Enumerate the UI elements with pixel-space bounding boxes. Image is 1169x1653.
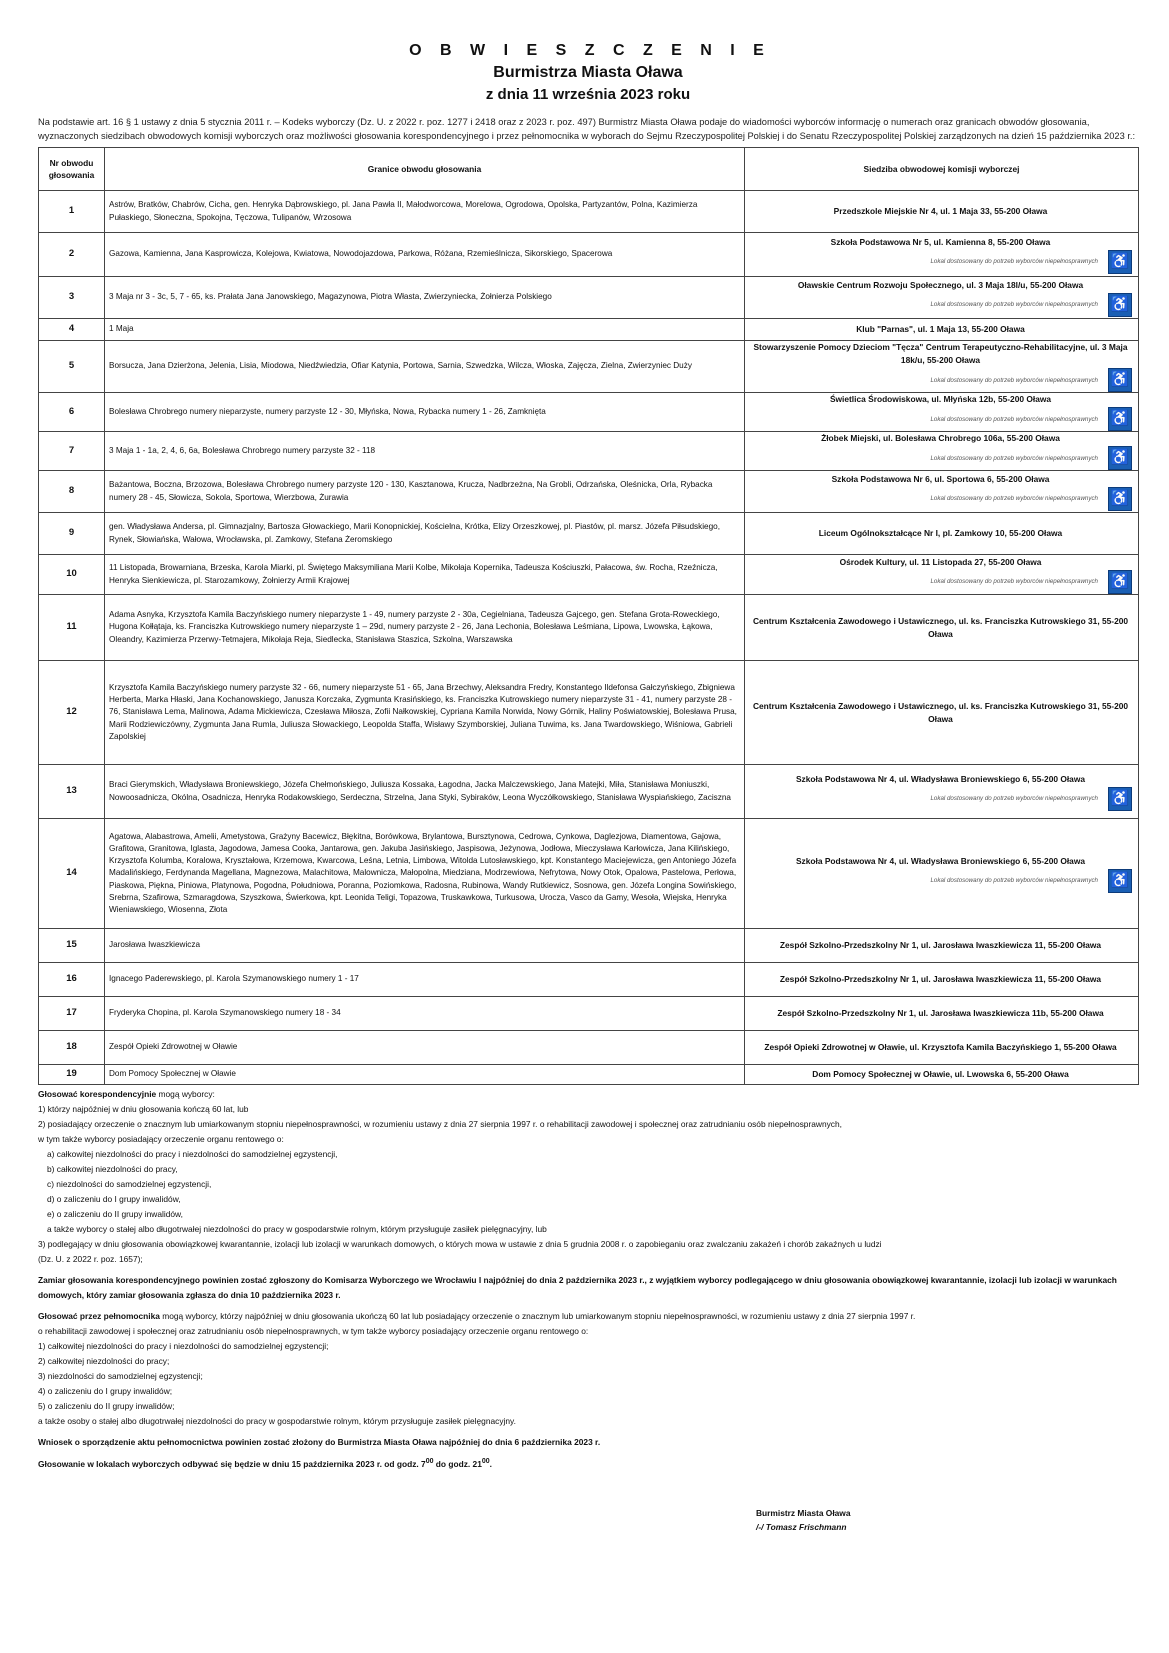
wheelchair-icon: ♿ [1108, 293, 1132, 317]
district-number: 2 [39, 233, 105, 277]
seat-name: Zespół Szkolno-Przedszkolny Nr 1, ul. Jarosława Iwaszkiewicza 11b, 55-200 Oława [777, 1008, 1104, 1018]
table-row [39, 1031, 1139, 1065]
signature [756, 1506, 850, 1534]
commission-seat [745, 393, 1139, 432]
seat-name: Żłobek Miejski, ul. Bolesława Chrobrego 106a, 55-200 Oława [821, 433, 1060, 443]
commission-seat [745, 963, 1139, 997]
district-number: 7 [39, 432, 105, 471]
accessibility-info [749, 869, 1132, 893]
commission-seat [745, 819, 1139, 929]
district-bounds: 11 Listopada, Browarniana, Brzeska, Karola Miarki, pl. Świętego Maksymiliana Marii Kolbe, Mikołaja Kopernika, Tadeusza Kościuszki, Pałacowa, św. Rocha, Rzeźnicza, Henryka Sienkiewicza, pl. Starozamkowy, Żołnierzy Armii Krajowej [105, 555, 745, 595]
footer-line: o rehabilitacji zawodowej i społecznej oraz zatrudnianiu osób niepełnosprawnych, w tym także wyborcy posiadający orzeczenie organu rentowego o: [38, 1326, 589, 1336]
seat-name: Szkoła Podstawowa Nr 6, ul. Sportowa 6, 55-200 Oława [831, 473, 1050, 484]
accessible-note: Lokal dostosowany do potrzeb wyborców niepełnosprawnych [930, 415, 1098, 423]
seat-name: Zespół Szkolno-Przedszkolny Nr 1, ul. Jarosława Iwaszkiewicza 11, 55-200 Oława [779, 940, 1102, 950]
accessibility-info [749, 787, 1132, 811]
district-number: 12 [39, 661, 105, 765]
district-bounds: Bolesława Chrobrego numery nieparzyste, numery parzyste 12 - 30, Młyńska, Nowa, Rybacka numery 1 - 26, Zamknięta [105, 393, 745, 432]
district-bounds: 1 Maja [105, 319, 745, 341]
seat-name: Szkoła Podstawowa Nr 4, ul. Władysława Broniewskiego 6, 55-200 Oława [795, 855, 1086, 866]
footer-line: a także wyborcy o stałej albo długotrwałej niezdolności do pracy w gospodarstwie rolnym, którym przysługuje zasiłek pielęgnacyjny, lub [47, 1224, 547, 1234]
table-row [39, 471, 1139, 513]
district-bounds: Zespół Opieki Zdrowotnej w Oławie [105, 1031, 745, 1065]
footer-line: 3) niezdolności do samodzielnej egzystencji; [38, 1371, 203, 1381]
accessibility-info [749, 570, 1132, 594]
commission-seat [745, 432, 1139, 471]
footer-line: 5) o zaliczeniu do II grupy inwalidów; [38, 1401, 175, 1411]
table-row [39, 555, 1139, 595]
accessible-note: Lokal dostosowany do potrzeb wyborców niepełnosprawnych [930, 578, 1098, 585]
seat-name: Zespół Opieki Zdrowotnej w Oławie, ul. Krzysztofa Kamila Baczyńskiego 1, 55-200 Oława [764, 1042, 1117, 1052]
footer-text [38, 1087, 1138, 1472]
accessible-note: Lokal dostosowany do potrzeb wyborców niepełnosprawnych [930, 258, 1098, 265]
table-row [39, 765, 1139, 819]
district-number: 15 [39, 929, 105, 963]
district-number: 16 [39, 963, 105, 997]
commission-seat [745, 191, 1139, 233]
district-bounds: Bażantowa, Boczna, Brzozowa, Bolesława Chrobrego numery parzyste 120 - 130, Kasztanowa, Krucza, Nadbrzeżna, Na Grobli, Odrzańska, Oleśnicka, Orla, Rybacka numery 28 - 45, Słowicza, Sokola, Sportowa, Wierzbowa, Żurawia [105, 471, 745, 513]
seat-name: Centrum Kształcenia Zawodowego i Ustawicznego, ul. ks. Franciszka Kutrowskiego 31, 55-200 Oława [752, 700, 1129, 724]
seat-name: Przedszkole Miejskie Nr 4, ul. 1 Maja 33, 55-200 Oława [833, 206, 1048, 216]
district-bounds: Dom Pomocy Społecznej w Oławie [105, 1065, 745, 1085]
header-nr: Nr obwodu głosowania [39, 148, 105, 191]
commission-seat [745, 319, 1139, 341]
table-row [39, 997, 1139, 1031]
table-header-row [39, 148, 1139, 191]
accessibility-info [749, 368, 1132, 392]
district-bounds: gen. Władysława Andersa, pl. Gimnazjalny, Bartosza Głowackiego, Marii Konopnickiej, Kościelna, Krótka, Elizy Orzeszkowej, pl. Piastów, pl. marsz. Józefa Piłsudskiego, Rynek, Słowiańska, Wałowa, Wrocławska, pl. Zamkowy, Stefana Żeromskiego [105, 513, 745, 555]
district-bounds: Braci Gierymskich, Władysława Broniewskiego, Józefa Chełmońskiego, Juliusza Kossaka, Łagodna, Jacka Malczewskiego, Jana Matejki, Miła, Stanisława Moniuszki, Nowoosadnicza, Okólna, Osadnicza, Henryka Rodakowskiego, Serdeczna, Strzelna, Jana Styki, Sybiraków, Leona Wyczółkowskiego, Stanisława Wyspiańskiego, Zaciszna [105, 765, 745, 819]
accessible-note: Lokal dostosowany do potrzeb wyborców niepełnosprawnych [930, 495, 1098, 502]
accessibility-info [749, 407, 1132, 431]
header-granice: Granice obwodu głosowania [105, 148, 745, 191]
accessible-note: Lokal dostosowany do potrzeb wyborców niepełnosprawnych [930, 795, 1098, 802]
district-number: 11 [39, 595, 105, 661]
commission-seat [745, 765, 1139, 819]
seat-name: Oławskie Centrum Rozwoju Społecznego, ul. 3 Maja 18l/u, 55-200 Oława [797, 279, 1084, 290]
district-bounds: Borsucza, Jana Dzierżona, Jelenia, Lisia, Miodowa, Niedźwiedzia, Ofiar Katynia, Portowa, Sarnia, Szwedzka, Wilcza, Włoska, Zajęcza, Zielna, Zwierzyniec Duży [105, 341, 745, 393]
district-number: 1 [39, 191, 105, 233]
districts-table [38, 147, 1139, 1085]
kor-heading: Głosować korespondencyjnie mogą wyborcy: [38, 1089, 215, 1099]
table-row [39, 819, 1139, 929]
kor-list [38, 1102, 1138, 1147]
commission-seat [745, 277, 1139, 319]
district-bounds: 3 Maja nr 3 - 3c, 5, 7 - 65, ks. Prałata Jana Janowskiego, Magazynowa, Piotra Własta, Zwierzyniecka, Żołnierza Polskiego [105, 277, 745, 319]
district-number: 6 [39, 393, 105, 432]
wheelchair-icon: ♿ [1108, 446, 1132, 470]
document-subtitle: Burmistrza Miasta Oława [493, 64, 683, 81]
commission-seat [745, 555, 1139, 595]
district-number: 5 [39, 341, 105, 393]
district-bounds: Jarosława Iwaszkiewicza [105, 929, 745, 963]
footer-line: 4) o zaliczeniu do I grupy inwalidów; [38, 1386, 173, 1396]
district-bounds: Adama Asnyka, Krzysztofa Kamila Baczyńskiego numery nieparzyste 1 - 49, numery parzyste 2 - 30a, Cegielniana, Tadeusza Gajcego, gen. Stefana Grota-Roweckiego, Hugona Kołłątaja, ks. Franciszka Kutrowskiego numery nieparzyste 1 – 29d, numery parzyste 2 - 26, Jana Lechonia, Bolesława Leśmiana, Lipowa, Lwowska, Łąkowa, Oleandry, Kazimierza Przerwy-Tetmajera, Mikołaja Reja, Siedlecka, Stanisława Staszica, Szkolna, Warszawska [105, 595, 745, 661]
zamiar-note: Zamiar głosowania korespondencyjnego powinien zostać zgłoszony do Komisarza Wyborczego we Wrocławiu I najpóźniej do dnia 2 października 2023 r., z wyjątkiem wyborcy podlegającego w dniu głosowania obowiązkowej kwarantannie, izolacji lub izolacji w warunkach domowych, który zamiar głosowania zgłasza do dnia 10 października 2023 r. [38, 1275, 1117, 1300]
wheelchair-icon: ♿ [1108, 787, 1132, 811]
footer-line: 1) całkowitej niezdolności do pracy i niezdolności do samodzielnej egzystencji; [38, 1341, 329, 1351]
commission-seat [745, 513, 1139, 555]
wheelchair-icon: ♿ [1108, 368, 1132, 392]
accessible-note: Lokal dostosowany do potrzeb wyborców niepełnosprawnych [930, 376, 1098, 384]
kor-list-2 [38, 1237, 1138, 1267]
commission-seat [745, 341, 1139, 393]
wheelchair-icon: ♿ [1108, 250, 1132, 274]
footer-line: e) o zaliczeniu do II grupy inwalidów, [47, 1209, 183, 1219]
accessible-note: Lokal dostosowany do potrzeb wyborców niepełnosprawnych [930, 301, 1098, 308]
table-row [39, 341, 1139, 393]
kor-sublist [38, 1147, 1138, 1237]
seat-name: Dom Pomocy Społecznej w Oławie, ul. Lwowska 6, 55-200 Oława [812, 1069, 1069, 1079]
accessibility-info [749, 487, 1132, 511]
district-bounds: Fryderyka Chopina, pl. Karola Szymanowskiego numery 18 - 34 [105, 997, 745, 1031]
commission-seat [745, 997, 1139, 1031]
signature-name: /-/ Tomasz Frischmann [756, 1522, 847, 1532]
district-number: 3 [39, 277, 105, 319]
table-row [39, 432, 1139, 471]
district-bounds: 3 Maja 1 - 1a, 2, 4, 6, 6a, Bolesława Chrobrego numery parzyste 32 - 118 [105, 432, 745, 471]
table-row [39, 191, 1139, 233]
district-bounds: Gazowa, Kamienna, Jana Kasprowicza, Kolejowa, Kwiatowa, Nowodojazdowa, Parkowa, Różana, Rzemieślnicza, Sikorskiego, Spacerowa [105, 233, 745, 277]
footer-line: (Dz. U. z 2022 r. poz. 1657); [38, 1254, 143, 1264]
seat-name: Klub "Parnas", ul. 1 Maja 13, 55-200 Oława [856, 324, 1025, 334]
footer-line: b) całkowitej niezdolności do pracy, [47, 1164, 178, 1174]
table-row [39, 233, 1139, 277]
footer-line: a także osoby o stałej albo długotrwałej niezdolności do pracy w gospodarstwie rolnym, którym przysługuje zasiłek pielęgnacyjny. [38, 1416, 516, 1426]
seat-name: Stowarzyszenie Pomocy Dzieciom "Tęcza" Centrum Terapeutyczno-Rehabilitacyjne, ul. 3 Maja 18k/u, 55-200 Oława [753, 342, 1128, 365]
footer-line: a) całkowitej niezdolności do pracy i niezdolności do samodzielnej egzystencji, [47, 1149, 338, 1159]
table-row [39, 929, 1139, 963]
district-bounds: Astrów, Bratków, Chabrów, Cicha, gen. Henryka Dąbrowskiego, pl. Jana Pawła II, Małodworcowa, Morelowa, Ogrodowa, Opolska, Partyzantów, Polna, Kazimierza Pułaskiego, Słoneczna, Spokojna, Tęczowa, Tulipanów, Wrzosowa [105, 191, 745, 233]
signature-role: Burmistrz Miasta Oława [756, 1508, 851, 1518]
district-number: 8 [39, 471, 105, 513]
accessibility-info [749, 293, 1132, 317]
document-title: O B W I E S Z C Z E N I E [409, 42, 771, 59]
table-row [39, 963, 1139, 997]
glosowanie-note: Głosowanie w lokalach wyborczych odbywać się będzie w dniu 15 października 2023 r. od godz. $7^{00}$ do godz. $21^{00}$. [38, 1458, 492, 1469]
document-date: z dnia 11 września 2023 roku [485, 86, 691, 103]
accessible-note: Lokal dostosowany do potrzeb wyborców niepełnosprawnych [930, 877, 1098, 884]
wheelchair-icon: ♿ [1108, 407, 1132, 431]
table-row [39, 513, 1139, 555]
table-row [39, 595, 1139, 661]
pel-list [38, 1324, 1138, 1429]
commission-seat [745, 661, 1139, 765]
district-number: 4 [39, 319, 105, 341]
footer-line: c) niezdolności do samodzielnej egzystencji, [47, 1179, 212, 1189]
seat-name: Szkoła Podstawowa Nr 4, ul. Władysława Broniewskiego 6, 55-200 Oława [795, 773, 1086, 784]
commission-seat [745, 1065, 1139, 1085]
footer-line: 2) całkowitej niezdolności do pracy; [38, 1356, 170, 1366]
district-number: 9 [39, 513, 105, 555]
accessibility-info [749, 446, 1132, 470]
accessible-note: Lokal dostosowany do potrzeb wyborców niepełnosprawnych [930, 454, 1098, 462]
district-bounds: Krzysztofa Kamila Baczyńskiego numery parzyste 32 - 66, numery nieparzyste 51 - 65, Jana Brzechwy, Aleksandra Fredry, Konstantego Ildefonsa Gałczyńskiego, Zbigniewa Herberta, Marka Hłaski, Jana Kochanowskiego, Janusza Korczaka, Zygmunta Krasińskiego, ks. Franciszka Kutrowskiego numery nieparzyste 31 - 41, numery parzyste 28 - 76, Stanisława Lema, Malinowa, Adama Mickiewicza, Czesława Miłosza, Zofii Nałkowskiej, Cypriana Kamila Norwida, Nowy Górnik, Haliny Poświatowskiej, Bolesława Prusa, Marii Rodziewiczówny, Zygmunta Jana Rumla, Juliusza Słowackiego, Leopolda Staffa, Wisławy Szymborskiej, Juliana Tuwima, ks. Jana Twardowskiego, Wiśniowa, Gabrieli Zapolskiej [105, 661, 745, 765]
footer-line: d) o zaliczeniu do I grupy inwalidów, [47, 1194, 181, 1204]
district-bounds: Ignacego Paderewskiego, pl. Karola Szymanowskiego numery 1 - 17 [105, 963, 745, 997]
district-number: 18 [39, 1031, 105, 1065]
table-row [39, 393, 1139, 432]
intro-paragraph: Na podstawie art. 16 § 1 ustawy z dnia 5 stycznia 2011 r. – Kodeks wyborczy (Dz. U. z 2022 r. poz. 1277 i 2418 oraz z 2023 r. poz. 497) Burmistrz Miasta Oława podaje do wiadomości wyborców informację o numerach oraz granicach obwodów głosowania, wyznaczonych siedzibach obwodowych komisji wyborczych oraz możliwości głosowania korespondencyjnego i przez pełnomocnika w wyborach do Sejmu Rzeczypospolitej Polskiej i do Senatu Rzeczypospolitej Polskiej zarządzonych na dzień 15 października 2023 r.: [38, 117, 1136, 141]
district-number: 19 [39, 1065, 105, 1085]
document [38, 42, 1138, 1472]
footer-line: 1) którzy najpóźniej w dniu głosowania kończą 60 lat, lub [38, 1104, 249, 1114]
table-row [39, 319, 1139, 341]
wheelchair-icon: ♿ [1108, 570, 1132, 594]
district-number: 13 [39, 765, 105, 819]
header-siedziba: Siedziba obwodowej komisji wyborczej [745, 148, 1139, 191]
wniosek-note: Wniosek o sporządzenie aktu pełnomocnictwa powinien zostać złożony do Burmistrza Miasta Oława najpóźniej do dnia 6 października 2023 r. [38, 1437, 601, 1447]
wheelchair-icon: ♿ [1108, 869, 1132, 893]
wheelchair-icon: ♿ [1108, 487, 1132, 511]
seat-name: Liceum Ogólnokształcące Nr I, pl. Zamkowy 10, 55-200 Oława [818, 528, 1063, 538]
table-row [39, 277, 1139, 319]
seat-name: Świetlica Środowiskowa, ul. Młyńska 12b, 55-200 Oława [829, 394, 1052, 404]
accessibility-info [749, 250, 1132, 274]
district-number: 14 [39, 819, 105, 929]
footer-line: w tym także wyborcy posiadający orzeczenie organu rentowego o: [38, 1134, 284, 1144]
commission-seat [745, 233, 1139, 277]
commission-seat [745, 1031, 1139, 1065]
seat-name: Centrum Kształcenia Zawodowego i Ustawicznego, ul. ks. Franciszka Kutrowskiego 31, 55-200 Oława [752, 615, 1129, 639]
footer-line: 3) podlegający w dniu głosowania obowiązkowej kwarantannie, izolacji lub izolacji w warunkach domowych, o których mowa w ustawie z dnia 5 grudnia 2008 r. o zapobieganiu oraz zwalczaniu zakażeń i chorób zakaźnych u ludzi [38, 1239, 882, 1249]
district-number: 10 [39, 555, 105, 595]
district-number: 17 [39, 997, 105, 1031]
seat-name: Zespół Szkolno-Przedszkolny Nr 1, ul. Jarosława Iwaszkiewicza 11, 55-200 Oława [779, 974, 1102, 984]
district-bounds: Agatowa, Alabastrowa, Amelii, Ametystowa, Grażyny Bacewicz, Błękitna, Borówkowa, Brylantowa, Bursztynowa, Cedrowa, Cynkowa, Daglezjowa, Diamentowa, Gajowa, Grafitowa, Granitowa, Iglasta, Jagodowa, Jamesa Cooka, Jantarowa, gen. Jakuba Jasińskiego, Jaspisowa, Jeżynowa, Jodłowa, Mieczysława Karłowicza, Jana Kilińskiego, Krzysztofa Kolumba, Koralowa, Kryształowa, Krzemowa, Kwarcowa, Leśna, Letnia, Limbowa, Witolda Lutosławskiego, kpt. Konstantego Maciejewicza, gen Antoniego Józefa Madalińskiego, Ferdynanda Magellana, Magnezowa, Malachitowa, Malownicza, Małopolna, Miedziana, Modrzewiowa, Nefrytowa, Nowy Otok, Opalowa, Pastelowa, Perłowa, Piaskowa, Piękna, Piniowa, Platynowa, Pogodna, Południowa, Poranna, Poziomkowa, Radosna, Rubinowa, Wandy Rutkiewicz, Sosnowa, gen. Józefa Longina Sowińskiego, Srebrna, Szafirowa, Szmaragdowa, Szyszkowa, Świerkowa, kpt. Leonida Teligi, Topazowa, Truskawkowa, Turkusowa, Urocza, Vasco da Gamy, Wesoła, Wiejska, Henryka Wieniawskiego, Wiosenna, Złota [105, 819, 745, 929]
seat-name: Szkoła Podstawowa Nr 5, ul. Kamienna 8, 55-200 Oława [830, 236, 1051, 247]
seat-name: Ośrodek Kultury, ul. 11 Listopada 27, 55-200 Oława [839, 556, 1042, 567]
commission-seat [745, 595, 1139, 661]
pel-heading: Głosować przez pełnomocnika mogą wyborcy, którzy najpóźniej w dniu głosowania ukończą 60 lat lub posiadający orzeczenie o znacznym lub umiarkowanym stopniu niepełnosprawności, w rozumieniu ustawy z dnia 27 sierpnia 1997 r. [38, 1311, 916, 1321]
commission-seat [745, 471, 1139, 513]
commission-seat [745, 929, 1139, 963]
table-row [39, 661, 1139, 765]
table-row [39, 1065, 1139, 1085]
footer-line: 2) posiadający orzeczenie o znacznym lub umiarkowanym stopniu niepełnosprawności, w rozumieniu ustawy z dnia 27 sierpnia 1997 r. o rehabilitacji zawodowej i społecznej oraz zatrudnianiu osób niepełnosprawnych, [38, 1119, 842, 1129]
